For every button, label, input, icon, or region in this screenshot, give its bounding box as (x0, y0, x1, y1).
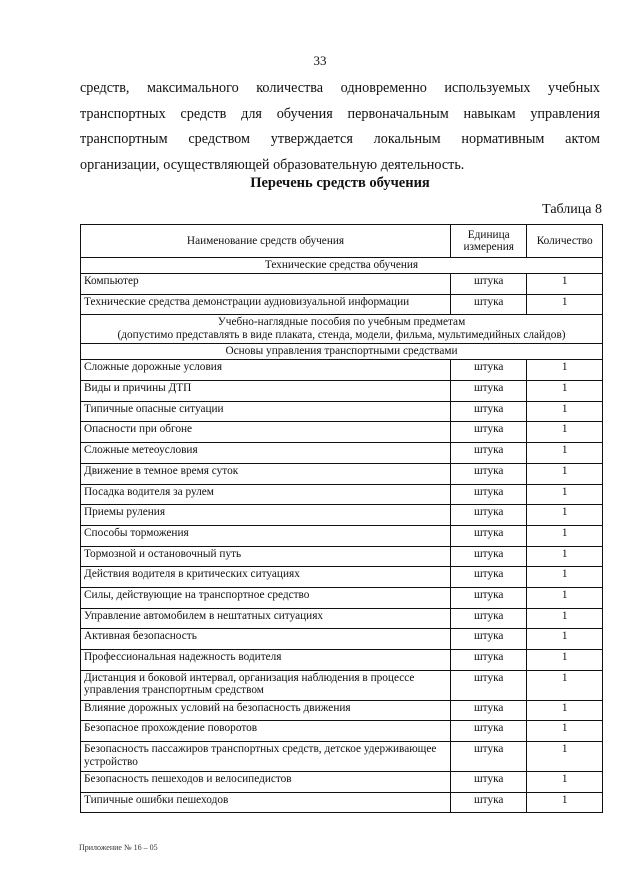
item-unit: штука (451, 274, 527, 295)
header-qty: Количество (527, 225, 603, 258)
item-qty: 1 (527, 443, 603, 464)
table-row (81, 525, 603, 546)
item-qty: 1 (527, 587, 603, 608)
table-row (81, 546, 603, 567)
table-row (81, 567, 603, 588)
group-title: Технические средства обучения (81, 258, 603, 274)
item-unit: штука (451, 484, 527, 505)
item-unit: штука (451, 546, 527, 567)
item-unit: штука (451, 629, 527, 650)
table-row (81, 587, 603, 608)
intro-line: транспортным средством утверждается локальным нормативным актом (80, 131, 600, 147)
item-qty: 1 (527, 772, 603, 793)
item-qty: 1 (527, 422, 603, 443)
item-unit: штука (451, 700, 527, 721)
item-unit: штука (451, 567, 527, 588)
item-name: Безопасность пешеходов и велосипедистов (81, 772, 451, 793)
table-row (81, 422, 603, 443)
item-name: Сложные дорожные условия (81, 360, 451, 381)
item-name: Типичные опасные ситуации (81, 401, 451, 422)
item-unit: штука (451, 381, 527, 402)
group-title-text: Основы управления транспортными средствами (225, 345, 458, 358)
item-name: Силы, действующие на транспортное средство (81, 587, 451, 608)
item-qty: 1 (527, 294, 603, 315)
item-qty: 1 (527, 670, 603, 700)
table-row (81, 742, 603, 772)
header-name: Наименование средств обучения (81, 225, 451, 258)
item-name: Влияние дорожных условий на безопасность движения (81, 700, 451, 721)
item-qty: 1 (527, 650, 603, 671)
intro-paragraph (80, 76, 600, 178)
item-unit: штука (451, 422, 527, 443)
item-unit: штука (451, 587, 527, 608)
item-qty: 1 (527, 360, 603, 381)
group-title-text: Учебно-наглядные пособия по учебным предметам (217, 316, 466, 329)
intro-line: организации, осуществляющей образовательную деятельность. (80, 156, 465, 173)
table-row (81, 629, 603, 650)
item-unit: штука (451, 463, 527, 484)
item-qty: 1 (527, 505, 603, 526)
section-title: Перечень средств обучения (250, 175, 430, 191)
group-title-row (81, 344, 603, 360)
item-name: Технические средства демонстрации аудиовизуальной информации (81, 294, 451, 315)
item-qty: 1 (527, 546, 603, 567)
table-row (81, 443, 603, 464)
group-title (81, 344, 603, 360)
table-row (81, 700, 603, 721)
item-unit: штука (451, 443, 527, 464)
item-qty: 1 (527, 525, 603, 546)
table-row (81, 294, 603, 315)
item-name: Безопасность пассажиров транспортных средств, детское удерживающее устройство (81, 742, 451, 772)
item-unit: штука (451, 650, 527, 671)
item-name: Виды и причины ДТП (81, 381, 451, 402)
item-qty: 1 (527, 792, 603, 813)
item-unit: штука (451, 401, 527, 422)
item-unit: штука (451, 505, 527, 526)
item-name: Опасности при обгоне (81, 422, 451, 443)
page-number: 33 (313, 53, 327, 68)
intro-line: средств, максимального количества одновременно используемых учебных (80, 80, 600, 96)
item-qty: 1 (527, 401, 603, 422)
item-unit: штука (451, 525, 527, 546)
item-unit: штука (451, 742, 527, 772)
item-unit: штука (451, 772, 527, 793)
table-row (81, 360, 603, 381)
table-row (81, 650, 603, 671)
group-subtitle-text: (допустимо представлять в виде плаката, стенда, модели, фильма, мультимедийных слайдов) (117, 328, 566, 341)
item-unit: штука (451, 294, 527, 315)
item-qty: 1 (527, 608, 603, 629)
item-name: Активная безопасность (81, 629, 451, 650)
group-title-row (81, 315, 603, 344)
item-unit: штука (451, 360, 527, 381)
item-qty: 1 (527, 463, 603, 484)
table-body (81, 258, 603, 813)
item-qty: 1 (527, 381, 603, 402)
item-unit: штука (451, 721, 527, 742)
table-row (81, 463, 603, 484)
item-unit: штука (451, 608, 527, 629)
item-name: Приемы руления (81, 505, 451, 526)
table-row (81, 401, 603, 422)
header-unit: Единица измерения (451, 225, 527, 258)
item-name: Профессиональная надежность водителя (81, 650, 451, 671)
item-name: Движение в темное время суток (81, 463, 451, 484)
item-name: Управление автомобилем в нештатных ситуациях (81, 608, 451, 629)
item-qty: 1 (527, 700, 603, 721)
intro-line: транспортных средств для обучения первоначальным навыкам управления (80, 105, 600, 122)
group-title-row (81, 258, 603, 274)
item-qty: 1 (527, 274, 603, 295)
item-name: Компьютер (81, 274, 451, 295)
item-unit: штука (451, 670, 527, 700)
table-row (81, 484, 603, 505)
item-unit: штука (451, 792, 527, 813)
item-name: Дистанция и боковой интервал, организация наблюдения в процессе управления транспортным средством (81, 670, 451, 700)
item-name: Способы торможения (81, 525, 451, 546)
page-footer: Приложение № 16 – 05 (79, 843, 158, 852)
table-row (81, 505, 603, 526)
training-means-table (80, 224, 603, 813)
item-qty: 1 (527, 721, 603, 742)
item-qty: 1 (527, 567, 603, 588)
item-name: Типичные ошибки пешеходов (81, 792, 451, 813)
item-name: Действия водителя в критических ситуациях (81, 567, 451, 588)
item-qty: 1 (527, 629, 603, 650)
table-caption: Таблица 8 (542, 202, 602, 217)
table-header-row (81, 225, 603, 258)
item-name: Посадка водителя за рулем (81, 484, 451, 505)
item-name: Безопасное прохождение поворотов (81, 721, 451, 742)
item-name: Сложные метеоусловия (81, 443, 451, 464)
item-qty: 1 (527, 742, 603, 772)
table-row (81, 381, 603, 402)
table-row (81, 772, 603, 793)
table-row (81, 608, 603, 629)
table-row (81, 721, 603, 742)
group-title (81, 315, 603, 344)
table-row (81, 792, 603, 813)
item-name: Тормозной и остановочный путь (81, 546, 451, 567)
table-row (81, 670, 603, 700)
item-qty: 1 (527, 484, 603, 505)
table-row (81, 274, 603, 295)
